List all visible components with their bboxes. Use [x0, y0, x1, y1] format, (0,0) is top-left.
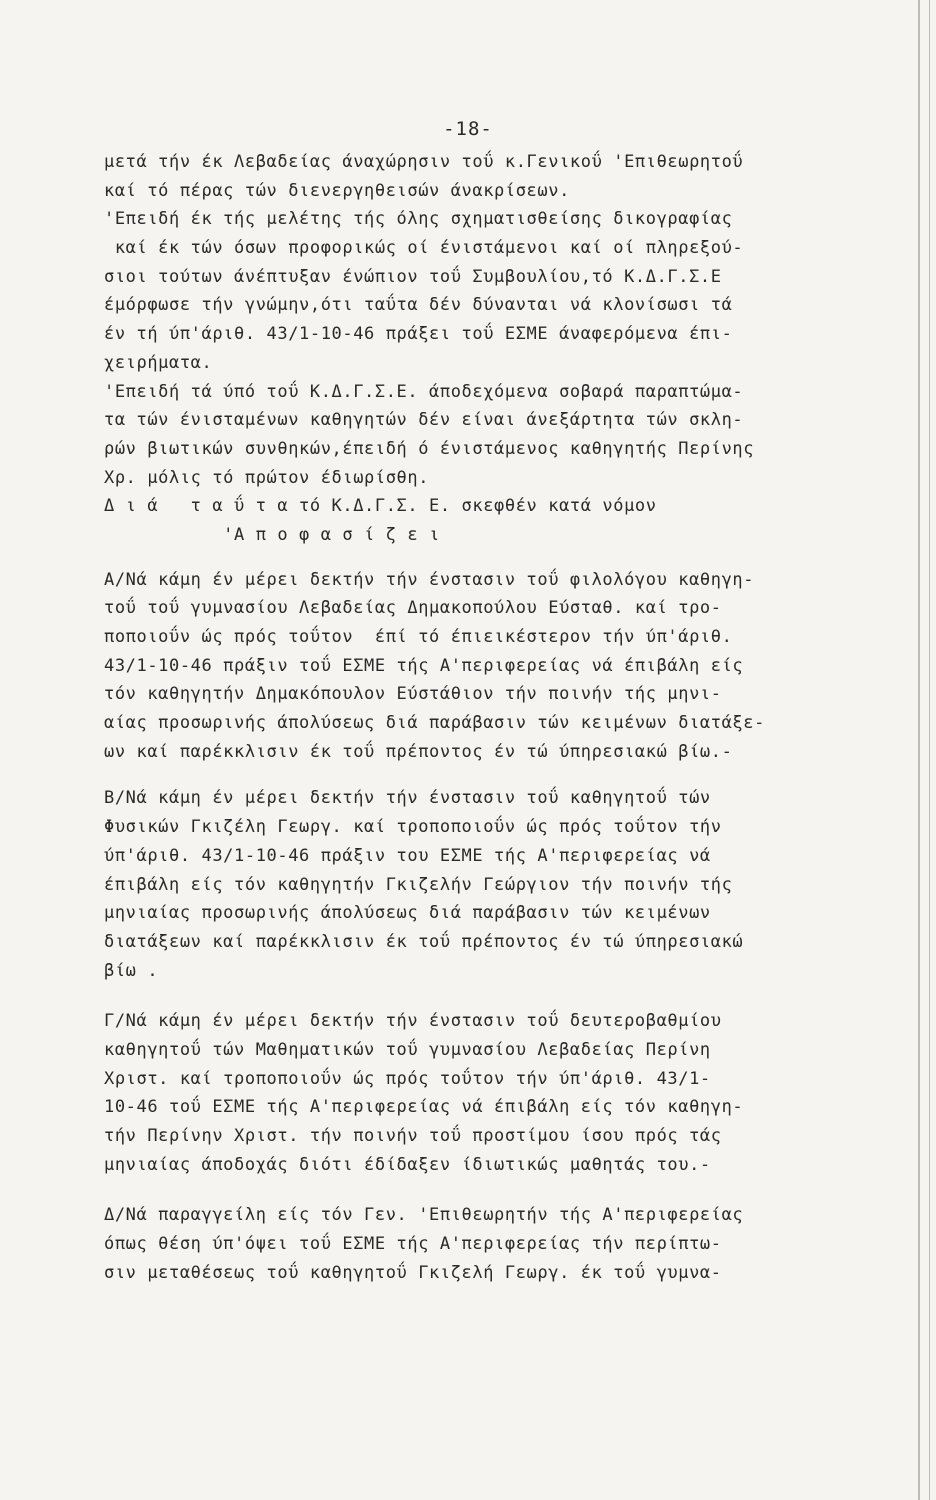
text-line: όπως θέση ύπ'όψει τοΰ ΕΣΜΕ τής Α'περιφερείας τήν περίπτω-: [104, 1234, 722, 1255]
decision-heading: 'Α π ο φ α σ ί ζ ε ι: [104, 524, 440, 545]
text-line: 10-46 τοΰ ΕΣΜΕ τής Α'περιφερείας νά έπιβάλη είς τόν καθηγη-: [104, 1097, 744, 1118]
text-line: μηνιαίας άποδοχάς διότι έδίδαξεν ίδιωτικώς μαθητάς του.-: [104, 1154, 711, 1175]
text-line: τήν Περίνην Χριστ. τήν ποινήν τοΰ προστίμου ίσου πρός τάς: [104, 1126, 722, 1146]
text-line: σιν μεταθέσεως τοΰ καθηγητοΰ Γκιζελή Γεωργ. έκ τοΰ γυμνα-: [104, 1262, 722, 1283]
text-line: έν τή ύπ'άριθ. 43/1-10-46 πράξει τοΰ ΕΣΜΕ άναφερόμενα έπι-: [104, 324, 733, 345]
text-line: χειρήματα.: [104, 352, 213, 373]
paragraph-c: [104, 1007, 909, 1179]
document-body: [104, 148, 909, 1287]
page-number: -18-: [443, 118, 493, 140]
text-line: Χριστ. καί τροποποιοΰν ώς πρός τοΰτον τήν ύπ'άριθ. 43/1-: [104, 1068, 711, 1089]
text-line: ρών βιωτικών συνθηκών,έπειδή ό ένιστάμενος καθηγητής Περίνης: [104, 438, 755, 459]
text-line: τοΰ τοΰ γυμνασίου Λεβαδείας Δημακοπούλου Εύσταθ. καί τρο-: [104, 598, 722, 619]
text-line: διατάξεων καί παρέκκλισιν έκ τοΰ πρέποντος έν τώ ύπηρεσιακώ: [104, 931, 744, 952]
paragraph-preamble: [104, 148, 909, 550]
text-line: Χρ. μόλις τό πρώτον έδιωρίσθη.: [104, 467, 430, 488]
text-line: έπιβάλη είς τόν καθηγητήν Γκιζελήν Γεώργιον τήν ποινήν τής: [104, 874, 733, 895]
text-line: μηνιαίας προσωρινής άπολύσεως διά παράβασιν τών κειμένων: [104, 903, 711, 924]
text-line: ύπ'άριθ. 43/1-10-46 πράξιν του ΕΣΜΕ τής Α'περιφερείας νά: [104, 845, 711, 866]
page-edge-line: [929, 0, 930, 1500]
text-line: Φυσικών Γκιζέλη Γεωργ. καί τροποποιοΰν ώς πρός τοΰτον τήν: [104, 817, 722, 838]
text-line: 'Επειδή έκ τής μελέτης τής όλης σχηματισθείσης δικογραφίας: [104, 209, 733, 230]
text-line: Δ ι ά τ α ΰ τ α τό Κ.Δ.Γ.Σ. Ε. σκεφθέν κατά νόμον: [104, 496, 657, 517]
text-line: ων καί παρέκκλισιν έκ τοΰ πρέποντος έν τώ ύπηρεσιακώ βίω.-: [104, 741, 733, 762]
text-line: καί τό πέρας τών διενεργηθεισών άνακρίσεων.: [104, 180, 570, 201]
text-line: μετά τήν έκ Λεβαδείας άναχώρησιν τοΰ κ.Γενικοΰ 'Επιθεωρητοΰ: [104, 152, 744, 172]
text-line: τα τών ένισταμένων καθηγητών δέν είναι άνεξάρτητα τών σκλη-: [104, 410, 744, 431]
text-line: 'Επειδή τά ύπό τοΰ Κ.Δ.Γ.Σ.Ε. άποδεχόμενα σοβαρά παραπτώμα-: [104, 381, 744, 402]
text-line: καθηγητοΰ τών Μαθηματικών τοΰ γυμνασίου Λεβαδείας Περίνη: [104, 1039, 711, 1060]
text-line: βίω .: [104, 960, 159, 981]
text-line: Δ/Νά παραγγείλη είς τόν Γεν. 'Επιθεωρητήν τής Α'περιφερείας: [104, 1205, 744, 1226]
text-line: σιοι τούτων άνέπτυξαν ένώπιον τοΰ Συμβουλίου,τό Κ.Δ.Γ.Σ.Ε: [104, 266, 722, 287]
text-line: Γ/Νά κάμη έν μέρει δεκτήν τήν ένστασιν τοΰ δευτεροβαθμίου: [104, 1011, 722, 1032]
page-edge-line: [918, 0, 920, 1500]
paragraph-a: [104, 566, 909, 767]
text-line: Α/Νά κάμη έν μέρει δεκτήν τήν ένστασιν τοΰ φιλολόγου καθηγη-: [104, 569, 755, 590]
text-line: έμόρφωσε τήν γνώμην,ότι ταΰτα δέν δύνανται νά κλονίσωσι τά: [104, 295, 733, 316]
text-line: Β/Νά κάμη έν μέρει δεκτήν τήν ένστασιν τοΰ καθηγητοΰ τών: [104, 788, 711, 809]
text-line: καί έκ τών όσων προφορικώς οί ένιστάμενοι καί οί πληρεξού-: [104, 238, 744, 259]
text-line: 43/1-10-46 πράξιν τοΰ ΕΣΜΕ τής Α'περιφερείας νά έπιβάλη είς: [104, 655, 744, 676]
paragraph-b: [104, 784, 909, 985]
text-line: αίας προσωρινής άπολύσεως διά παράβασιν τών κειμένων διατάξε-: [104, 713, 765, 734]
text-line: ποποιοΰν ώς πρός τοΰτον έπί τό έπιεικέστερον τήν ύπ'άριθ.: [104, 627, 733, 647]
text-line: τόν καθηγητήν Δημακόπουλον Εύστάθιον τήν ποινήν τής μηνι-: [104, 684, 722, 705]
paragraph-d: [104, 1201, 909, 1287]
